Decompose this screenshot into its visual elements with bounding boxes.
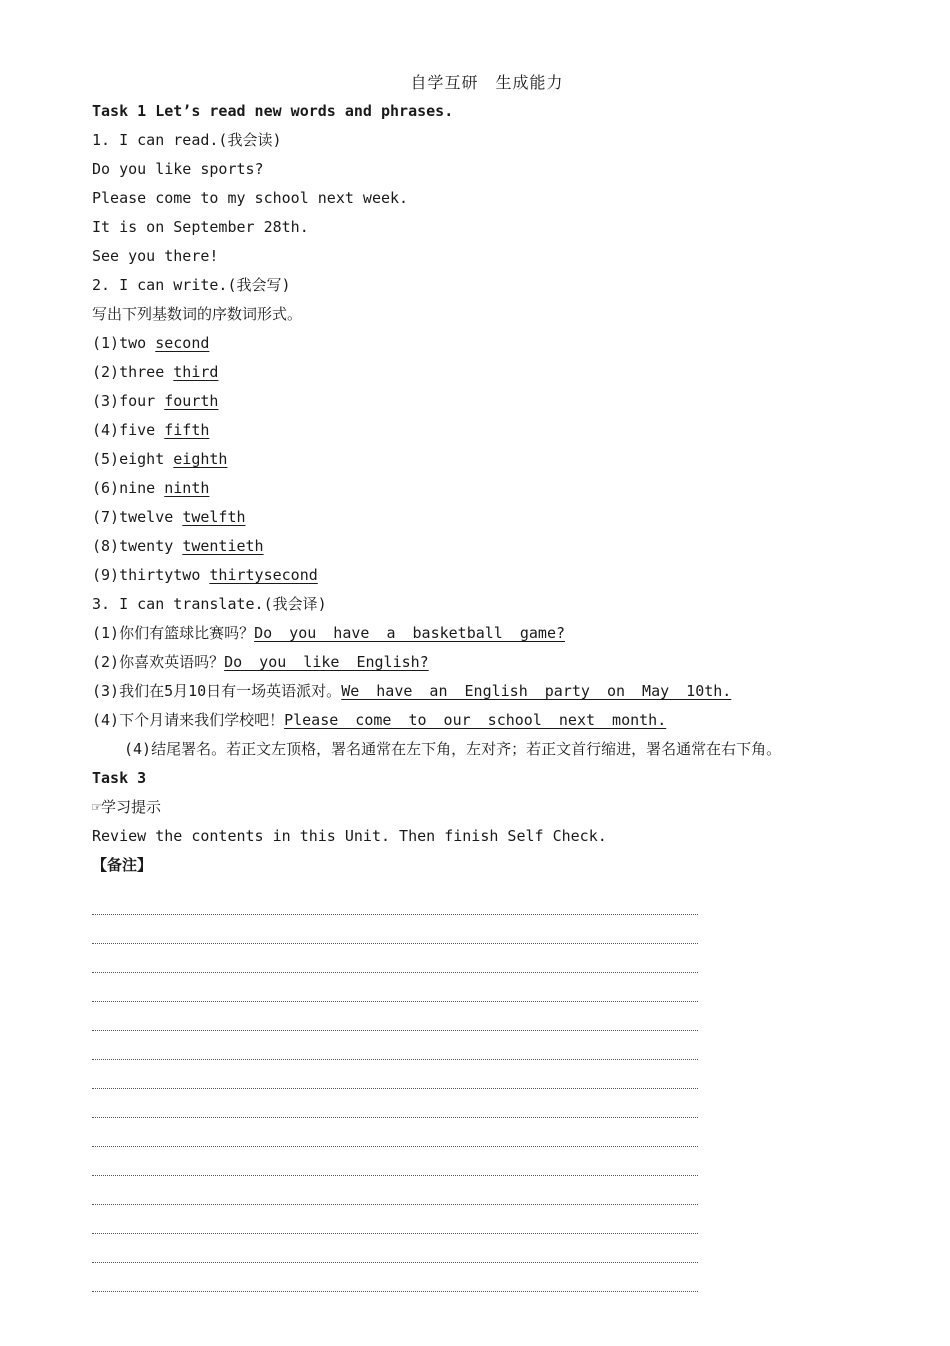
note-line — [92, 944, 698, 973]
task1-heading: Task 1 Let’s read new words and phrases. — [92, 102, 454, 120]
worksheet-page — [92, 68, 872, 1292]
note-line — [92, 1147, 698, 1176]
write-item-answer: thirtysecond — [209, 566, 318, 584]
write-item-prompt: (5)eight — [92, 450, 174, 468]
notes-area — [92, 886, 872, 1292]
write-item-prompt: (3)four — [92, 392, 165, 410]
write-item-answer: eighth — [173, 450, 228, 468]
write-item-answer: fourth — [164, 392, 219, 410]
note-line — [92, 1031, 698, 1060]
note-line — [92, 1205, 698, 1234]
note-line — [92, 1060, 698, 1089]
read-line: Do you like sports? — [92, 160, 264, 178]
notes-label: 【备注】 — [92, 856, 153, 874]
translate-item-prompt: (2)你喜欢英语吗？ — [92, 653, 225, 671]
page-title: 自学互研 生成能力 — [410, 73, 564, 92]
note-line — [92, 1234, 698, 1263]
write-item — [92, 503, 872, 532]
write-item-prompt: (8)twenty — [92, 537, 183, 555]
write-item-answer: fifth — [164, 421, 210, 439]
note-line — [92, 973, 698, 1002]
translate-item — [92, 648, 872, 677]
translate-item-prompt: (1)你们有篮球比赛吗？ — [92, 624, 255, 642]
write-item — [92, 445, 872, 474]
signature-note: (4)结尾署名。若正文左顶格，署名通常在左下角，左对齐；若正文首行缩进，署名通常在右下角。 — [124, 740, 782, 758]
write-heading: 2. I can write.(我会写) — [92, 276, 291, 294]
note-line — [92, 1089, 698, 1118]
read-heading: 1. I can read.(我会读) — [92, 131, 282, 149]
translate-item-answer: Do you have a basketball game? — [254, 624, 566, 642]
write-item-answer: third — [173, 363, 219, 381]
translate-item-answer: Please come to our school next month. — [284, 711, 667, 729]
write-item — [92, 358, 872, 387]
write-item-answer: twentieth — [182, 537, 264, 555]
write-item-prompt: (4)five — [92, 421, 165, 439]
learning-tip-label: ☞学习提示 — [92, 798, 162, 816]
translate-item — [92, 619, 872, 648]
read-line: See you there! — [92, 247, 219, 265]
note-line — [92, 886, 698, 915]
write-item-answer: second — [155, 334, 210, 352]
translate-item — [92, 706, 872, 735]
translate-item-prompt: (3)我们在5月10日有一场英语派对。 — [92, 682, 342, 700]
write-item-prompt: (2)three — [92, 363, 174, 381]
note-line — [92, 1176, 698, 1205]
write-item — [92, 329, 872, 358]
task3-instruction: Review the contents in this Unit. Then finish Self Check. — [92, 827, 607, 845]
write-item-prompt: (1)two — [92, 334, 156, 352]
write-item — [92, 474, 872, 503]
note-line — [92, 915, 698, 944]
translate-heading: 3. I can translate.(我会译) — [92, 595, 327, 613]
translate-item — [92, 677, 872, 706]
note-line — [92, 1118, 698, 1147]
write-item — [92, 416, 872, 445]
note-line — [92, 1263, 698, 1292]
write-item-prompt: (7)twelve — [92, 508, 183, 526]
write-item-prompt: (9)thirtytwo — [92, 566, 210, 584]
write-instruction: 写出下列基数词的序数词形式。 — [92, 305, 303, 323]
write-item-answer: ninth — [164, 479, 210, 497]
task3-heading: Task 3 — [92, 769, 147, 787]
write-item-prompt: (6)nine — [92, 479, 165, 497]
note-line — [92, 1002, 698, 1031]
write-item — [92, 387, 872, 416]
read-line: Please come to my school next week. — [92, 189, 409, 207]
read-line: It is on September 28th. — [92, 218, 309, 236]
write-item — [92, 532, 872, 561]
translate-item-answer: We have an English party on May 10th. — [341, 682, 732, 700]
write-item — [92, 561, 872, 590]
translate-item-answer: Do you like English? — [224, 653, 429, 671]
write-item-answer: twelfth — [182, 508, 246, 526]
translate-item-prompt: (4)下个月请来我们学校吧！ — [92, 711, 285, 729]
